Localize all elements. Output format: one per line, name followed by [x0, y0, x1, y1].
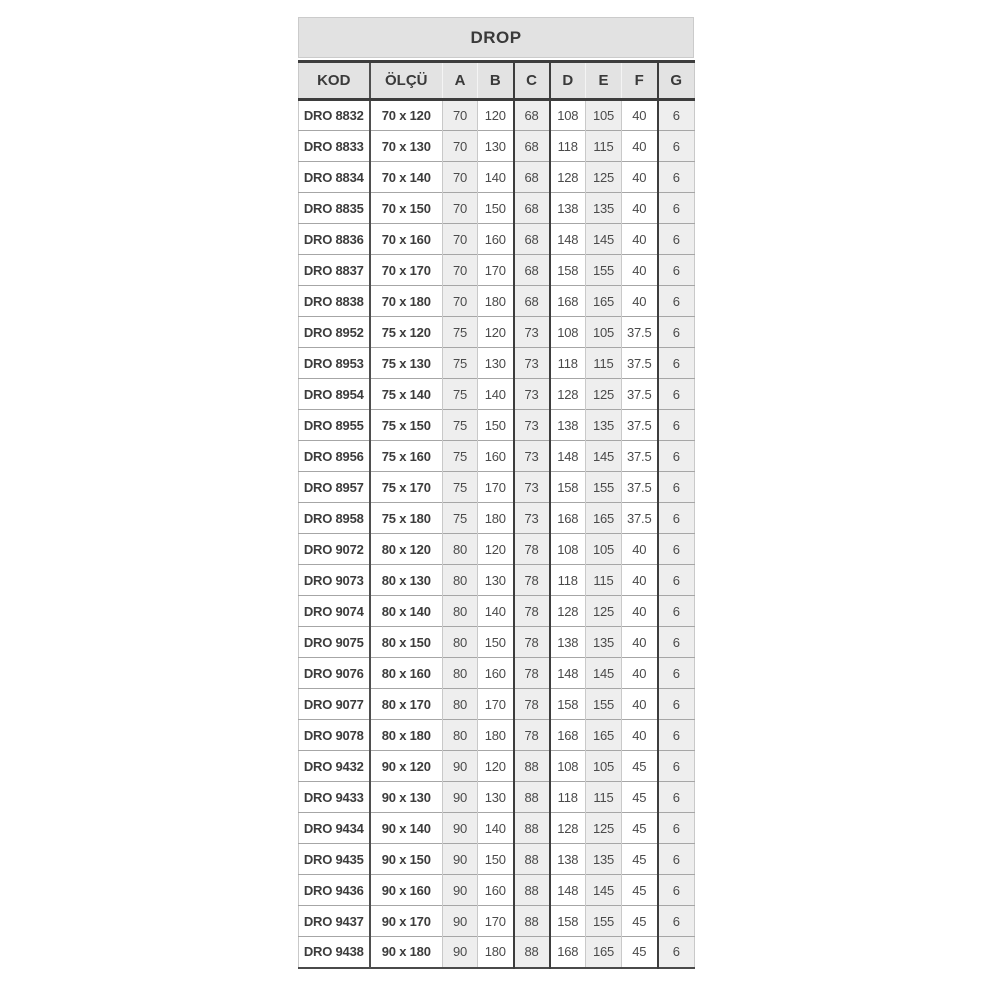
value-g-cell: 6 [658, 596, 695, 627]
value-a-cell: 80 [443, 565, 478, 596]
value-d-cell: 168 [550, 286, 586, 317]
olcu-cell: 90 x 130 [370, 782, 443, 813]
value-e-cell: 135 [586, 193, 622, 224]
value-c-cell: 68 [514, 100, 550, 131]
column-header-f: F [622, 62, 658, 100]
value-c-cell: 88 [514, 937, 550, 968]
value-a-cell: 75 [443, 503, 478, 534]
kod-cell: DRO 9437 [299, 906, 370, 937]
value-g-cell: 6 [658, 162, 695, 193]
value-d-cell: 158 [550, 255, 586, 286]
value-f-cell: 45 [622, 782, 658, 813]
value-b-cell: 130 [478, 565, 514, 596]
value-g-cell: 6 [658, 100, 695, 131]
value-e-cell: 165 [586, 937, 622, 968]
value-c-cell: 88 [514, 875, 550, 906]
value-e-cell: 115 [586, 348, 622, 379]
kod-cell: DRO 9432 [299, 751, 370, 782]
value-a-cell: 75 [443, 379, 478, 410]
value-a-cell: 75 [443, 317, 478, 348]
value-d-cell: 148 [550, 658, 586, 689]
value-f-cell: 40 [622, 193, 658, 224]
value-e-cell: 115 [586, 782, 622, 813]
table-title: DROP [298, 17, 694, 58]
value-g-cell: 6 [658, 534, 695, 565]
value-g-cell: 6 [658, 317, 695, 348]
value-f-cell: 40 [622, 255, 658, 286]
olcu-cell: 80 x 140 [370, 596, 443, 627]
table-row [299, 534, 695, 565]
value-c-cell: 78 [514, 627, 550, 658]
value-f-cell: 40 [622, 100, 658, 131]
olcu-cell: 75 x 170 [370, 472, 443, 503]
value-b-cell: 170 [478, 255, 514, 286]
value-e-cell: 115 [586, 131, 622, 162]
table-row [299, 472, 695, 503]
value-f-cell: 40 [622, 534, 658, 565]
value-a-cell: 70 [443, 255, 478, 286]
column-header-d: D [550, 62, 586, 100]
value-f-cell: 40 [622, 658, 658, 689]
value-g-cell: 6 [658, 224, 695, 255]
value-f-cell: 37.5 [622, 441, 658, 472]
value-b-cell: 120 [478, 751, 514, 782]
value-c-cell: 78 [514, 534, 550, 565]
value-g-cell: 6 [658, 782, 695, 813]
table-row [299, 844, 695, 875]
value-e-cell: 145 [586, 658, 622, 689]
value-a-cell: 70 [443, 224, 478, 255]
table-row [299, 689, 695, 720]
value-e-cell: 135 [586, 410, 622, 441]
value-g-cell: 6 [658, 844, 695, 875]
value-b-cell: 130 [478, 348, 514, 379]
value-e-cell: 165 [586, 286, 622, 317]
olcu-cell: 90 x 150 [370, 844, 443, 875]
value-a-cell: 75 [443, 410, 478, 441]
value-e-cell: 155 [586, 255, 622, 286]
value-a-cell: 80 [443, 658, 478, 689]
kod-cell: DRO 8833 [299, 131, 370, 162]
value-d-cell: 168 [550, 937, 586, 968]
value-d-cell: 158 [550, 689, 586, 720]
column-header-ölçü: ÖLÇÜ [370, 62, 443, 100]
value-f-cell: 45 [622, 875, 658, 906]
value-d-cell: 128 [550, 162, 586, 193]
value-a-cell: 70 [443, 193, 478, 224]
value-g-cell: 6 [658, 751, 695, 782]
value-d-cell: 148 [550, 875, 586, 906]
table-row [299, 906, 695, 937]
kod-cell: DRO 8954 [299, 379, 370, 410]
olcu-cell: 80 x 170 [370, 689, 443, 720]
table-row [299, 224, 695, 255]
olcu-cell: 75 x 130 [370, 348, 443, 379]
olcu-cell: 70 x 140 [370, 162, 443, 193]
table-row [299, 627, 695, 658]
value-c-cell: 88 [514, 751, 550, 782]
value-b-cell: 140 [478, 379, 514, 410]
value-e-cell: 125 [586, 379, 622, 410]
column-header-a: A [443, 62, 478, 100]
value-a-cell: 75 [443, 441, 478, 472]
value-c-cell: 78 [514, 565, 550, 596]
kod-cell: DRO 9075 [299, 627, 370, 658]
kod-cell: DRO 9438 [299, 937, 370, 968]
value-d-cell: 108 [550, 534, 586, 565]
kod-cell: DRO 8834 [299, 162, 370, 193]
value-b-cell: 170 [478, 689, 514, 720]
value-e-cell: 145 [586, 875, 622, 906]
value-e-cell: 135 [586, 844, 622, 875]
value-g-cell: 6 [658, 689, 695, 720]
value-a-cell: 90 [443, 937, 478, 968]
kod-cell: DRO 9434 [299, 813, 370, 844]
kod-cell: DRO 9072 [299, 534, 370, 565]
value-g-cell: 6 [658, 255, 695, 286]
value-g-cell: 6 [658, 658, 695, 689]
value-d-cell: 108 [550, 100, 586, 131]
table-row [299, 131, 695, 162]
value-a-cell: 90 [443, 782, 478, 813]
olcu-cell: 90 x 160 [370, 875, 443, 906]
value-e-cell: 105 [586, 100, 622, 131]
value-f-cell: 45 [622, 813, 658, 844]
kod-cell: DRO 8836 [299, 224, 370, 255]
value-d-cell: 148 [550, 441, 586, 472]
value-c-cell: 73 [514, 441, 550, 472]
value-d-cell: 128 [550, 596, 586, 627]
olcu-cell: 90 x 180 [370, 937, 443, 968]
value-b-cell: 120 [478, 534, 514, 565]
value-d-cell: 128 [550, 379, 586, 410]
value-g-cell: 6 [658, 565, 695, 596]
column-header-e: E [586, 62, 622, 100]
table-row [299, 751, 695, 782]
value-c-cell: 73 [514, 317, 550, 348]
value-g-cell: 6 [658, 813, 695, 844]
value-g-cell: 6 [658, 410, 695, 441]
column-header-kod: KOD [299, 62, 370, 100]
value-e-cell: 145 [586, 441, 622, 472]
value-c-cell: 73 [514, 472, 550, 503]
value-d-cell: 108 [550, 751, 586, 782]
value-b-cell: 160 [478, 875, 514, 906]
value-a-cell: 90 [443, 751, 478, 782]
table-row [299, 100, 695, 131]
olcu-cell: 70 x 120 [370, 100, 443, 131]
table-body [299, 100, 695, 968]
olcu-cell: 75 x 160 [370, 441, 443, 472]
value-e-cell: 145 [586, 224, 622, 255]
olcu-cell: 70 x 150 [370, 193, 443, 224]
table-row [299, 410, 695, 441]
value-g-cell: 6 [658, 348, 695, 379]
value-f-cell: 45 [622, 751, 658, 782]
value-e-cell: 155 [586, 906, 622, 937]
olcu-cell: 80 x 130 [370, 565, 443, 596]
table-row [299, 379, 695, 410]
value-c-cell: 73 [514, 410, 550, 441]
table-row [299, 596, 695, 627]
value-d-cell: 128 [550, 813, 586, 844]
value-b-cell: 150 [478, 410, 514, 441]
value-f-cell: 40 [622, 689, 658, 720]
value-g-cell: 6 [658, 193, 695, 224]
value-e-cell: 115 [586, 565, 622, 596]
value-c-cell: 68 [514, 193, 550, 224]
table-row [299, 348, 695, 379]
value-d-cell: 138 [550, 410, 586, 441]
value-f-cell: 37.5 [622, 317, 658, 348]
value-d-cell: 138 [550, 193, 586, 224]
value-a-cell: 70 [443, 286, 478, 317]
value-f-cell: 40 [622, 627, 658, 658]
value-b-cell: 180 [478, 720, 514, 751]
value-f-cell: 40 [622, 162, 658, 193]
olcu-cell: 70 x 160 [370, 224, 443, 255]
value-c-cell: 68 [514, 162, 550, 193]
value-b-cell: 180 [478, 503, 514, 534]
header-row [299, 62, 695, 100]
table-row [299, 875, 695, 906]
value-a-cell: 75 [443, 472, 478, 503]
value-a-cell: 80 [443, 689, 478, 720]
value-c-cell: 88 [514, 844, 550, 875]
value-f-cell: 45 [622, 937, 658, 968]
value-a-cell: 75 [443, 348, 478, 379]
table-row [299, 782, 695, 813]
olcu-cell: 80 x 120 [370, 534, 443, 565]
table-row [299, 193, 695, 224]
value-d-cell: 108 [550, 317, 586, 348]
value-f-cell: 37.5 [622, 410, 658, 441]
table-row [299, 720, 695, 751]
kod-cell: DRO 9436 [299, 875, 370, 906]
value-f-cell: 37.5 [622, 503, 658, 534]
value-g-cell: 6 [658, 472, 695, 503]
value-g-cell: 6 [658, 937, 695, 968]
value-g-cell: 6 [658, 131, 695, 162]
kod-cell: DRO 8832 [299, 100, 370, 131]
value-b-cell: 130 [478, 131, 514, 162]
value-b-cell: 150 [478, 193, 514, 224]
value-c-cell: 68 [514, 255, 550, 286]
value-a-cell: 80 [443, 534, 478, 565]
value-b-cell: 160 [478, 224, 514, 255]
value-b-cell: 140 [478, 596, 514, 627]
table-row [299, 286, 695, 317]
column-header-g: G [658, 62, 695, 100]
value-d-cell: 168 [550, 503, 586, 534]
table-row [299, 565, 695, 596]
value-g-cell: 6 [658, 627, 695, 658]
value-b-cell: 150 [478, 627, 514, 658]
value-c-cell: 78 [514, 689, 550, 720]
value-e-cell: 135 [586, 627, 622, 658]
value-c-cell: 73 [514, 379, 550, 410]
value-f-cell: 37.5 [622, 348, 658, 379]
value-b-cell: 180 [478, 937, 514, 968]
value-g-cell: 6 [658, 441, 695, 472]
value-e-cell: 125 [586, 162, 622, 193]
value-c-cell: 88 [514, 782, 550, 813]
kod-cell: DRO 8952 [299, 317, 370, 348]
value-c-cell: 73 [514, 503, 550, 534]
value-a-cell: 80 [443, 627, 478, 658]
olcu-cell: 90 x 170 [370, 906, 443, 937]
value-d-cell: 138 [550, 627, 586, 658]
value-c-cell: 88 [514, 906, 550, 937]
kod-cell: DRO 8958 [299, 503, 370, 534]
olcu-cell: 90 x 120 [370, 751, 443, 782]
table-row [299, 441, 695, 472]
olcu-cell: 70 x 170 [370, 255, 443, 286]
value-g-cell: 6 [658, 720, 695, 751]
value-a-cell: 90 [443, 906, 478, 937]
value-d-cell: 118 [550, 348, 586, 379]
value-a-cell: 90 [443, 875, 478, 906]
kod-cell: DRO 8953 [299, 348, 370, 379]
value-b-cell: 120 [478, 317, 514, 348]
olcu-cell: 90 x 140 [370, 813, 443, 844]
value-a-cell: 70 [443, 100, 478, 131]
kod-cell: DRO 8957 [299, 472, 370, 503]
olcu-cell: 75 x 180 [370, 503, 443, 534]
value-e-cell: 105 [586, 317, 622, 348]
value-g-cell: 6 [658, 379, 695, 410]
value-b-cell: 140 [478, 162, 514, 193]
kod-cell: DRO 8956 [299, 441, 370, 472]
value-g-cell: 6 [658, 503, 695, 534]
kod-cell: DRO 9435 [299, 844, 370, 875]
value-f-cell: 40 [622, 596, 658, 627]
value-d-cell: 158 [550, 472, 586, 503]
kod-cell: DRO 9077 [299, 689, 370, 720]
kod-cell: DRO 9076 [299, 658, 370, 689]
value-b-cell: 160 [478, 441, 514, 472]
value-a-cell: 90 [443, 813, 478, 844]
olcu-cell: 75 x 140 [370, 379, 443, 410]
kod-cell: DRO 9073 [299, 565, 370, 596]
table-row [299, 813, 695, 844]
value-a-cell: 90 [443, 844, 478, 875]
olcu-cell: 80 x 150 [370, 627, 443, 658]
value-c-cell: 68 [514, 286, 550, 317]
value-d-cell: 118 [550, 131, 586, 162]
value-f-cell: 40 [622, 565, 658, 596]
table-row [299, 503, 695, 534]
column-header-b: B [478, 62, 514, 100]
olcu-cell: 80 x 180 [370, 720, 443, 751]
value-b-cell: 170 [478, 906, 514, 937]
olcu-cell: 80 x 160 [370, 658, 443, 689]
kod-cell: DRO 9433 [299, 782, 370, 813]
value-g-cell: 6 [658, 875, 695, 906]
olcu-cell: 75 x 150 [370, 410, 443, 441]
value-b-cell: 180 [478, 286, 514, 317]
value-e-cell: 165 [586, 503, 622, 534]
kod-cell: DRO 8837 [299, 255, 370, 286]
value-e-cell: 125 [586, 813, 622, 844]
value-g-cell: 6 [658, 286, 695, 317]
value-d-cell: 158 [550, 906, 586, 937]
value-c-cell: 78 [514, 596, 550, 627]
value-e-cell: 105 [586, 534, 622, 565]
value-a-cell: 70 [443, 162, 478, 193]
value-b-cell: 150 [478, 844, 514, 875]
value-f-cell: 45 [622, 844, 658, 875]
value-d-cell: 148 [550, 224, 586, 255]
value-c-cell: 73 [514, 348, 550, 379]
value-f-cell: 37.5 [622, 379, 658, 410]
value-d-cell: 168 [550, 720, 586, 751]
value-c-cell: 88 [514, 813, 550, 844]
kod-cell: DRO 8835 [299, 193, 370, 224]
value-d-cell: 118 [550, 782, 586, 813]
value-f-cell: 37.5 [622, 472, 658, 503]
table-row [299, 255, 695, 286]
value-a-cell: 80 [443, 596, 478, 627]
kod-cell: DRO 8955 [299, 410, 370, 441]
table-row [299, 658, 695, 689]
kod-cell: DRO 9078 [299, 720, 370, 751]
value-d-cell: 138 [550, 844, 586, 875]
column-header-c: C [514, 62, 550, 100]
value-f-cell: 40 [622, 224, 658, 255]
value-b-cell: 140 [478, 813, 514, 844]
value-d-cell: 118 [550, 565, 586, 596]
value-f-cell: 40 [622, 131, 658, 162]
value-e-cell: 155 [586, 472, 622, 503]
value-c-cell: 68 [514, 224, 550, 255]
value-a-cell: 80 [443, 720, 478, 751]
value-b-cell: 160 [478, 658, 514, 689]
value-b-cell: 170 [478, 472, 514, 503]
kod-cell: DRO 8838 [299, 286, 370, 317]
spec-table [298, 60, 695, 969]
value-a-cell: 70 [443, 131, 478, 162]
table-row [299, 162, 695, 193]
kod-cell: DRO 9074 [299, 596, 370, 627]
value-c-cell: 68 [514, 131, 550, 162]
value-f-cell: 40 [622, 720, 658, 751]
value-c-cell: 78 [514, 720, 550, 751]
olcu-cell: 75 x 120 [370, 317, 443, 348]
table-row [299, 317, 695, 348]
value-b-cell: 120 [478, 100, 514, 131]
olcu-cell: 70 x 180 [370, 286, 443, 317]
value-c-cell: 78 [514, 658, 550, 689]
value-f-cell: 45 [622, 906, 658, 937]
value-e-cell: 105 [586, 751, 622, 782]
value-g-cell: 6 [658, 906, 695, 937]
olcu-cell: 70 x 130 [370, 131, 443, 162]
value-e-cell: 165 [586, 720, 622, 751]
value-f-cell: 40 [622, 286, 658, 317]
drop-spec-table [298, 17, 694, 969]
table-row [299, 937, 695, 968]
value-e-cell: 125 [586, 596, 622, 627]
value-b-cell: 130 [478, 782, 514, 813]
value-e-cell: 155 [586, 689, 622, 720]
